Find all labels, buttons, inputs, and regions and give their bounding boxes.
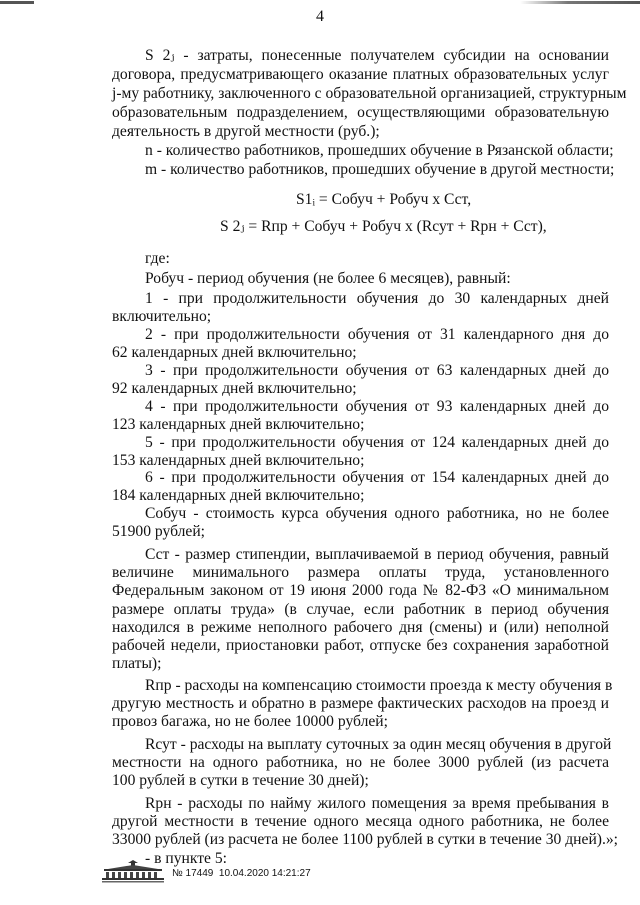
paragraph-line: договора, предусматривающего оказание платных образовательных услуг	[112, 66, 609, 83]
paragraph-line: 51900 рублей;	[112, 523, 205, 540]
paragraph-line: 100 рублей в сутки в течение 30 дней);	[112, 772, 369, 789]
paragraph-line: где:	[145, 250, 170, 267]
list-item: 153 календарных дней включительно;	[112, 452, 365, 469]
paragraph-line: Федеральным законом от 19 июня 2000 года № 82-ФЗ «О минимальном	[112, 582, 609, 599]
paragraph-line: - в пункте 5:	[145, 850, 227, 867]
paragraph-line: m - количество работников, прошедших обучение в другой местности;	[145, 161, 615, 178]
list-item: включительно;	[112, 308, 212, 325]
formula-s1: S1ᵢ = Собуч + Робуч х Сст,	[296, 191, 472, 208]
list-item: 92 календарных дней включительно;	[112, 380, 357, 397]
paragraph-line: платы);	[112, 655, 162, 672]
building-logo-icon	[98, 859, 168, 885]
paragraph-line: другой местности в течение одного месяца одного работника, не более	[112, 813, 609, 830]
list-item: 3 - при продолжительности обучения от 63 календарных дней до	[145, 362, 609, 379]
stamp-datetime: 10.04.2020 14:21:27	[218, 868, 311, 879]
paragraph-line: Робуч - период обучения (не более 6 месяцев), равный:	[145, 270, 511, 287]
stamp-text	[172, 868, 311, 879]
paragraph-line: другую местность и обратно в размере фактических расходов на проезд и	[112, 695, 609, 712]
paragraph-line: Rрн - расходы по найму жилого помещения за время пребывания в	[145, 795, 609, 812]
paragraph-line: провоз багажа, но не более 10000 рублей;	[112, 713, 388, 730]
registration-stamp	[98, 859, 338, 885]
paragraph-line: Сст - размер стипендии, выплачиваемой в период обучения, равный	[145, 546, 609, 563]
scan-artifact	[520, 1, 640, 4]
paragraph-line: Rсут - расходы на выплату суточных за один месяц обучения в другой	[145, 736, 612, 753]
list-item: 1 - при продолжительности обучения до 30 календарных дней	[145, 290, 609, 307]
scan-artifact	[0, 1, 34, 4]
paragraph-line: j-му работнику, заключенного с образовательной организацией, структурным	[112, 85, 627, 102]
formula-s2: S 2ⱼ = Rпр + Собуч + Робуч х (Rсут + Rрн + Сст),	[220, 218, 547, 235]
list-item: 6 - при продолжительности обучения от 154 календарных дней до	[145, 469, 609, 486]
paragraph-line: Собуч - стоимость курса обучения одного работника, но не более	[145, 505, 609, 522]
paragraph-line: n - количество работников, прошедших обучение в Рязанской области;	[145, 142, 614, 159]
paragraph-line: S 2ⱼ - затраты, понесенные получателем субсидии на основании	[145, 47, 609, 64]
paragraph-line: Rпр - расходы на компенсацию стоимости проезда к месту обучения в	[145, 677, 613, 694]
list-item: 184 календарных дней включительно;	[112, 487, 365, 504]
list-item: 2 - при продолжительности обучения от 31 календарного дня до	[145, 326, 609, 343]
paragraph-line: местности на одного работника, но не более 3000 рублей (из расчета	[112, 754, 609, 771]
paragraph-line: 33000 рублей (из расчета не более 1100 рублей в сутки в течение 30 дней).»;	[112, 831, 619, 848]
list-item: 62 календарных дней включительно;	[112, 344, 357, 361]
page-number: 4	[316, 8, 324, 25]
paragraph-line: образовательным подразделением, осуществляющими образовательную	[112, 104, 609, 121]
paragraph-line: деятельность в другой местности (руб.);	[112, 123, 380, 140]
paragraph-line: размере оплаты труда» (в случае, если работник в период обучения	[112, 601, 609, 618]
paragraph-line: находился в режиме неполного рабочего дня (смены) и (или) неполной	[112, 619, 609, 636]
stamp-number: № 17449	[172, 868, 214, 879]
paragraph-line: рабочей недели, приостановки работ, отпуске без сохранения заработной	[112, 637, 609, 654]
list-item: 123 календарных дней включительно;	[112, 416, 365, 433]
paragraph-line: величине минимального размера оплаты труда, установленного	[112, 564, 609, 581]
list-item: 5 - при продолжительности обучения от 124 календарных дней до	[145, 434, 609, 451]
list-item: 4 - при продолжительности обучения от 93 календарных дней до	[145, 398, 609, 415]
